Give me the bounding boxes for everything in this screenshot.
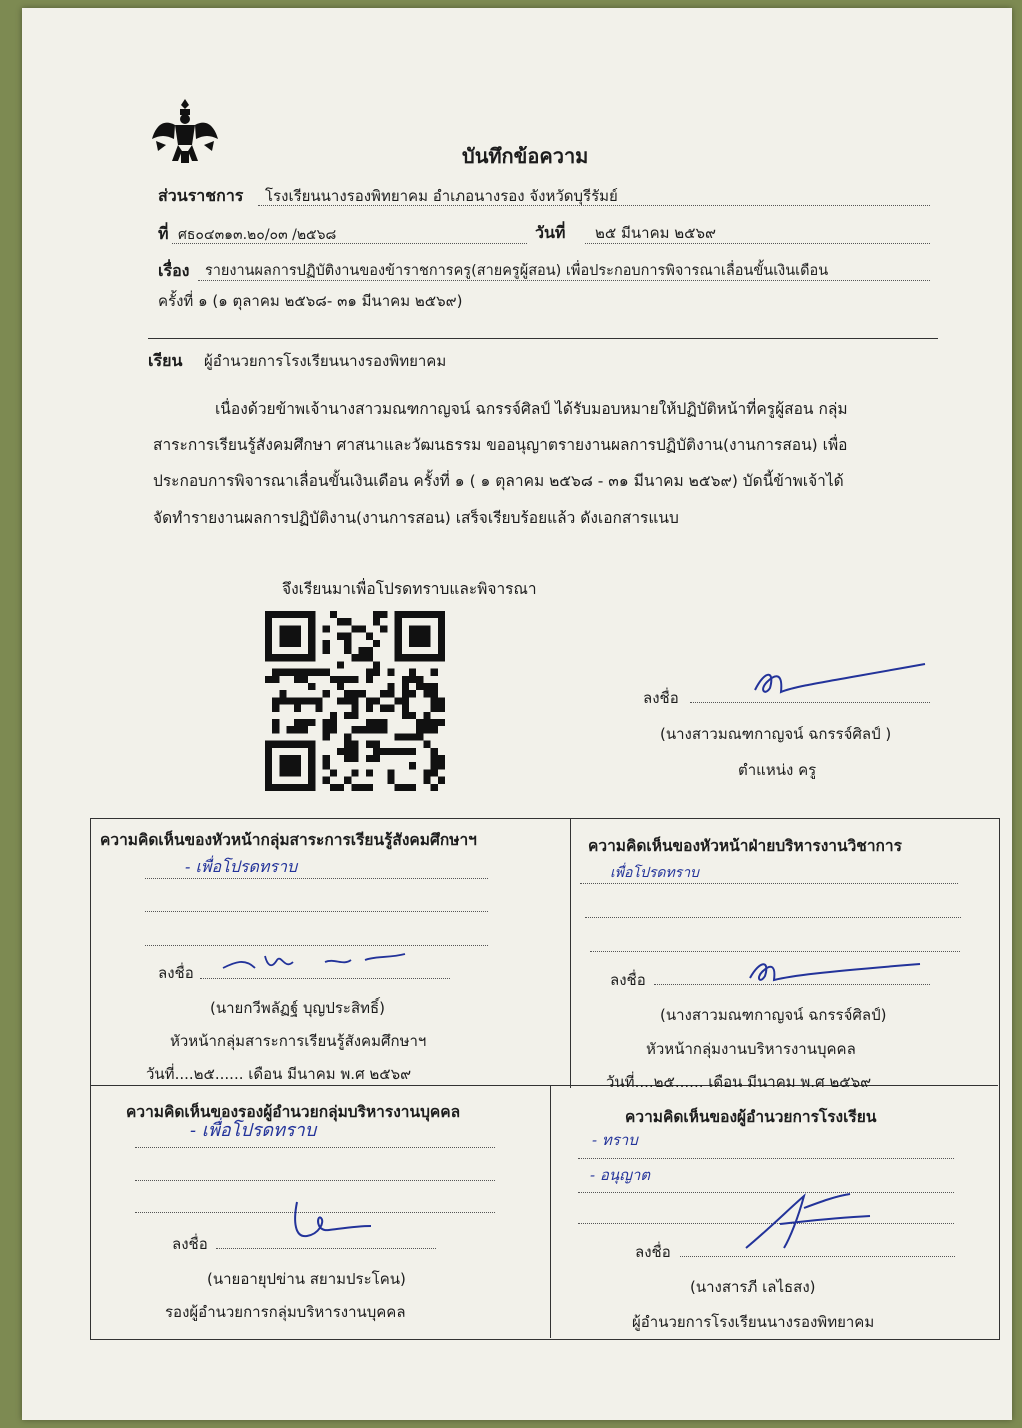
box3-line-2 (135, 1180, 495, 1181)
body-line-2: สาระการเรียนรู้สังคมศึกษา ศาสนาและวัฒนธรรม ขออนุญาตรายงานผลการปฏิบัติงาน(งานการสอน) เพื่อ (153, 436, 848, 454)
box-divider-vertical-bottom (550, 1085, 551, 1338)
ref-label: ที่ (158, 224, 169, 243)
box3-heading: ความคิดเห็นของรองผู้อำนวยกลุ่มบริหารงานบุคคล (126, 1103, 461, 1121)
box4-signature (740, 1188, 880, 1256)
qr-code (265, 611, 445, 791)
box2-handwritten-comment: เพื่อโปรดทราบ (610, 865, 699, 881)
subject-line-1: รายงานผลการปฏิบัติงานของข้าราชการครู(สายครูผู้สอน) เพื่อประกอบการพิจารณาเลื่อนขั้นเงินเดือน (205, 263, 829, 279)
box1-signature (215, 948, 415, 978)
ref-dotted-line (172, 243, 527, 244)
box1-line-2 (145, 911, 488, 912)
box4-heading: ความคิดเห็นของผู้อำนวยการโรงเรียน (625, 1108, 877, 1126)
box4-name: (นางสารภี เลไธสง) (690, 1278, 816, 1296)
box1-name: (นายกวีพลัฏฐ์ บุญประสิทธิ์) (210, 999, 386, 1017)
date-value: ๒๕ มีนาคม ๒๕๖๙ (595, 224, 717, 242)
box4-sign-line (680, 1256, 955, 1257)
closing-text: จึงเรียนมาเพื่อโปรดทราบและพิจารณา (282, 580, 537, 598)
box1-line-3 (145, 945, 488, 946)
box4-handwritten-comment-1: - ทราบ (592, 1131, 638, 1149)
date-label: วันที่ (535, 223, 566, 242)
box3-name: (นายอายุปข่าน สยามประโคน) (207, 1270, 406, 1288)
box4-sign-label: ลงชื่อ (635, 1243, 671, 1261)
box2-name: (นางสาวมณฑกาญจน์ ฉกรรจ์ศิลป์) (660, 1006, 887, 1024)
date-dotted-line (585, 243, 930, 244)
box3-handwritten-comment: - เพื่อโปรดทราบ (190, 1120, 317, 1141)
box3-position: รองผู้อำนวยการกลุ่มบริหารงานบุคคล (165, 1303, 406, 1321)
subject-dotted-line (198, 280, 930, 281)
box2-position: หัวหน้ากลุ่มงานบริหารงานบุคคล (646, 1040, 856, 1058)
box4-position: ผู้อำนวยการโรงเรียนนางรองพิทยาคม (632, 1313, 875, 1331)
box2-line-1 (580, 883, 958, 884)
agency-label: ส่วนราชการ (158, 186, 244, 205)
memo-title: บันทึกข้อความ (462, 144, 589, 168)
box3-sign-line (216, 1248, 436, 1249)
box3-sign-label: ลงชื่อ (172, 1235, 208, 1253)
box1-position: หัวหน้ากลุ่มสาระการเรียนรู้สังคมศึกษาฯ (170, 1032, 427, 1050)
subject-line-2: ครั้งที่ ๑ (๑ ตุลาคม ๒๕๖๘- ๓๑ มีนาคม ๒๕๖๙) (158, 292, 463, 310)
box1-handwritten-comment: - เพื่อโปรดทราบ (185, 857, 298, 876)
sign-name: (นางสาวมณฑกาญจน์ ฉกรรจ์ศิลป์ ) (660, 725, 892, 743)
box1-sign-label: ลงชื่อ (158, 964, 194, 982)
box2-line-2 (585, 917, 961, 918)
box3-signature (285, 1192, 375, 1244)
box1-date: วันที่....๒๕...... เดือน มีนาคม พ.ศ ๒๕๖๙ (146, 1065, 412, 1083)
body-line-3: ประกอบการพิจารณาเลื่อนขั้นเงินเดือน ครั้งที่ ๑ ( ๑ ตุลาคม ๒๕๖๘ - ๓๑ มีนาคม ๒๕๖๙) บัดนี้ข้าพเจ้าได้ (153, 472, 844, 490)
to-label: เรียน (148, 351, 183, 370)
box-divider-vertical-top (570, 818, 571, 1088)
box1-line-1 (145, 878, 488, 879)
box3-line-1 (135, 1147, 495, 1148)
box1-sign-line (200, 978, 450, 979)
sign-label: ลงชื่อ (643, 689, 679, 707)
to-value: ผู้อำนวยการโรงเรียนนางรองพิทยาคม (204, 352, 447, 370)
box4-line-1 (578, 1158, 954, 1159)
box2-sign-label: ลงชื่อ (610, 971, 646, 989)
box1-heading: ความคิดเห็นของหัวหน้ากลุ่มสาระการเรียนรู้สังคมศึกษาฯ (100, 831, 477, 849)
body-line-4: จัดทำรายงานผลการปฏิบัติงาน(งานการสอน) เสร็จเรียบร้อยแล้ว ดังเอกสารแนบ (153, 509, 679, 527)
header-divider (148, 338, 938, 339)
box2-date: วันที่....๒๕...... เดือน มีนาคม พ.ศ ๒๕๖๙ (606, 1073, 872, 1091)
body-line-1: เนื่องด้วยข้าพเจ้านางสาวมณฑกาญจน์ ฉกรรจ์ศิลป์ ได้รับมอบหมายให้ปฏิบัติหน้าที่ครูผู้สอน กลุ่ม (215, 400, 848, 418)
ref-value: ศธ๐๔๓๑๓.๒๐/๐๓ /๒๕๖๘ (178, 227, 337, 243)
sign-position: ตำแหน่ง ครู (738, 761, 817, 779)
agency-value: โรงเรียนนางรองพิทยาคม อำเภอนางรอง จังหวัดบุรีรัมย์ (265, 187, 618, 205)
teacher-signature (735, 660, 935, 704)
garuda-emblem (150, 95, 220, 167)
box2-heading: ความคิดเห็นของหัวหน้าฝ่ายบริหารงานวิชาการ (588, 837, 902, 855)
subject-label: เรื่อง (158, 261, 190, 280)
box2-signature (740, 952, 930, 986)
agency-dotted-line (258, 205, 930, 206)
box4-handwritten-comment-2: - อนุญาต (590, 1166, 651, 1184)
